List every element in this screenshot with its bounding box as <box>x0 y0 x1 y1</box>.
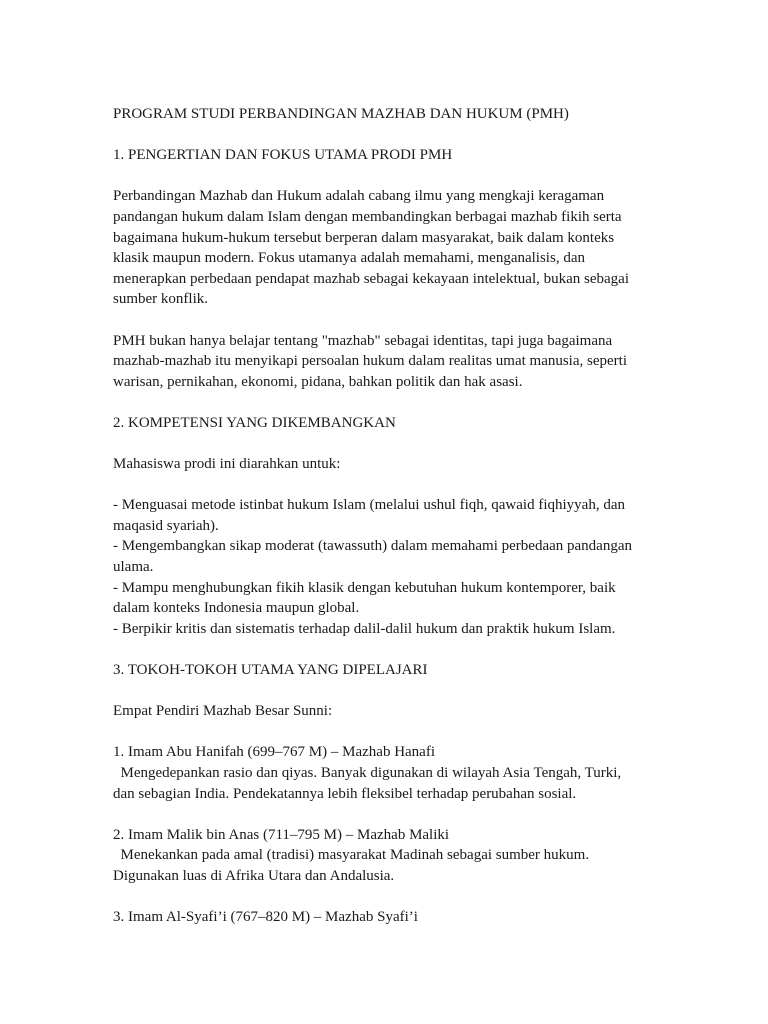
section-heading-1: 1. PENGERTIAN DAN FOKUS UTAMA PRODI PMH <box>113 147 453 164</box>
document-page <box>113 104 643 948</box>
figure-description: Menekankan pada amal (tradisi) masyarakat Madinah sebagai sumber hukum. Digunakan luas di Afrika Utara dan Andalusia. <box>113 847 590 884</box>
figure-name: 1. Imam Abu Hanifah (699–767 M) – Mazhab Hanafi <box>113 744 436 761</box>
list-item: - Mampu menghubungkan fikih klasik dengan kebutuhan hukum kontemporer, baik dalam konteks Indonesia maupun global. <box>113 579 616 617</box>
figure-entry-syafii <box>113 907 643 928</box>
figure-entry-abu-hanifah <box>113 742 643 804</box>
section-heading-2: 2. KOMPETENSI YANG DIKEMBANGKAN <box>113 414 396 431</box>
figure-name: 2. Imam Malik bin Anas (711–795 M) – Mazhab Maliki <box>113 826 450 843</box>
section-heading-3: 3. TOKOH-TOKOH UTAMA YANG DIPELAJARI <box>113 662 428 679</box>
section1-paragraph-2: PMH bukan hanya belajar tentang "mazhab" sebagai identitas, tapi juga bagaimana mazhab-mazhab itu menyikapi persoalan hukum dalam realitas umat manusia, seperti warisan, pernikahan, ekonomi, pidana, bahkan politik dan hak asasi. <box>113 332 627 390</box>
document-title: PROGRAM STUDI PERBANDINGAN MAZHAB DAN HUKUM (PMH) <box>113 106 569 122</box>
section1-paragraph-1: Perbandingan Mazhab dan Hukum adalah cabang ilmu yang mengkaji keragaman pandangan hukum dalam Islam dengan membandingkan berbagai mazhab fikih serta bagaimana hukum-hukum tersebut berperan dalam masyarakat, baik dalam konteks klasik maupun modern. Fokus utamanya adalah memahami, menganalisis, dan menerapkan perbedaan pendapat mazhab sebagai kekayaan intelektual, bukan sebagai sumber konflik. <box>113 188 630 308</box>
list-item: - Menguasai metode istinbat hukum Islam (melalui ushul fiqh, qawaid fiqhiyyah, dan maqasid syariah). <box>113 497 625 534</box>
figure-name: 3. Imam Al-Syafi’i (767–820 M) – Mazhab Syafi’i <box>113 909 418 926</box>
section3-intro: Empat Pendiri Mazhab Besar Sunni: <box>113 703 333 720</box>
section2-intro: Mahasiswa prodi ini diarahkan untuk: <box>113 456 341 473</box>
figure-entry-malik <box>113 825 643 887</box>
figure-description: Mengedepankan rasio dan qiyas. Banyak digunakan di wilayah Asia Tengah, Turki, dan sebagian India. Pendekatannya lebih fleksibel terhadap perubahan sosial. <box>113 765 622 802</box>
list-item: - Berpikir kritis dan sistematis terhadap dalil-dalil hukum dan praktik hukum Islam. <box>113 620 616 637</box>
competency-list <box>113 495 643 639</box>
list-item: - Mengembangkan sikap moderat (tawassuth) dalam memahami perbedaan pandangan ulama. <box>113 538 632 576</box>
